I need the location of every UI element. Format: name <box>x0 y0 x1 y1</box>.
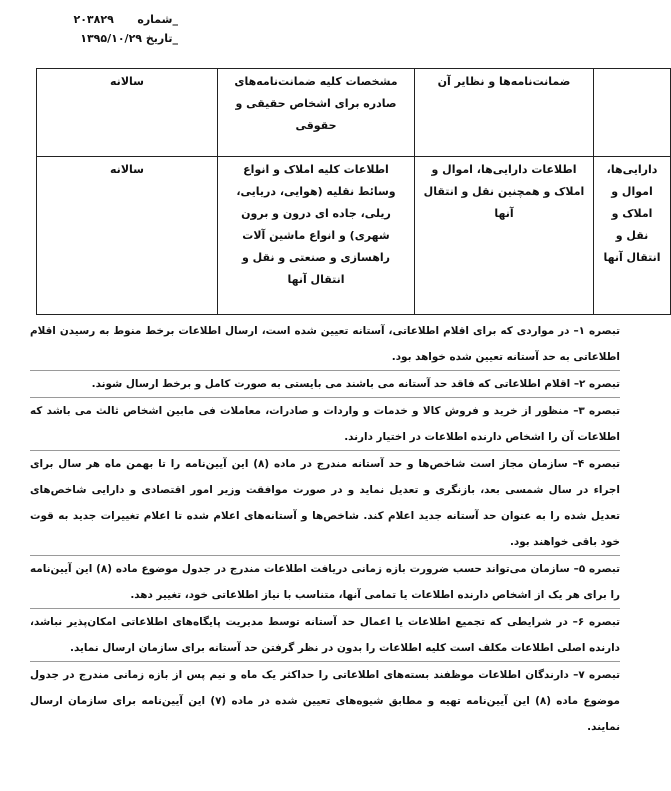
note-item <box>30 450 620 555</box>
table-cell-guarantees-title: ضمانت‌نامه‌ها و نظایر آن <box>415 69 594 157</box>
note-label: تبصره ۳– <box>573 405 620 417</box>
letter-date-value: ۱۳۹۵/۱۰/۲۹ <box>80 32 142 45</box>
table-cell-assets-specs: اطلاعات کلیه املاک و انواع وسائط نقلیه (هوایی، دریایی، ریلی، جاده ای درون و برون شهری) و انواع ماشین آلات راهسازی و صنعتی و نقل و انتقال آنها <box>218 157 415 315</box>
table-cell-assets-info: اطلاعات دارایی‌ها، اموال و املاک و همچنین نقل و انتقال آنها <box>415 157 594 315</box>
table-row-guarantees <box>37 69 671 157</box>
note-label: تبصره ۲– <box>573 378 620 390</box>
table-cell-assets-period: سالانه <box>37 157 218 315</box>
note-item <box>30 370 620 397</box>
letter-number-value: ۲۰۳۸۲۹ <box>73 13 114 26</box>
note-item <box>30 555 620 608</box>
note-text: منظور از خرید و فروش کالا و خدمات و واردات و صادرات، معاملات فی مابین اشخاص ثالث می باشد که اطلاعات آن را اشخاص دارنده اطلاعات در اختیار دارند. <box>30 405 620 443</box>
note-text: دارندگان اطلاعات موظفند بسته‌های اطلاعاتی را حداکثر یک ماه و نیم پس از بازه زمانی مندرج در جدول موضوع ماده (۸) این آیین‌نامه تهیه و مطابق شیوه‌های تعیین شده در ماده (۷) این آیین‌نامه برای سازمان ارسال نمایند. <box>30 669 620 733</box>
note-label: تبصره ۶– <box>572 616 620 628</box>
notes-section <box>30 318 620 740</box>
letter-date-row <box>58 29 178 48</box>
table-cell-guarantees-period: سالانه <box>37 69 218 157</box>
letter-date-label: _تاریخ <box>145 32 178 45</box>
note-item <box>30 661 620 740</box>
note-text: در مواردی که برای اقلام اطلاعاتی، آستانه تعیین شده است، ارسال اطلاعات برخط منوط به رسیدن اقلام اطلاعاتی به حد آستانه تعیین شده خواهد بود. <box>30 325 620 363</box>
table-row-assets <box>37 157 671 315</box>
letter-number-label: _شماره <box>137 13 178 26</box>
note-item <box>30 608 620 661</box>
letter-number-row <box>58 10 178 29</box>
table-cell-guarantees-specs: مشخصات کلیه ضمانت‌نامه‌های صادره برای اشخاص حقیقی و حقوقی <box>218 69 415 157</box>
note-label: تبصره ۷– <box>573 669 620 681</box>
note-label: تبصره ۴– <box>572 458 620 470</box>
note-item <box>30 318 620 370</box>
information-items-table <box>36 68 671 315</box>
table-cell-category-empty <box>594 69 671 157</box>
note-label: تبصره ۱– <box>573 325 620 337</box>
note-text: اقلام اطلاعاتی که فاقد حد آستانه می باشند می بایستی به صورت کامل و برخط ارسال شوند. <box>91 378 574 390</box>
note-text: سازمان مجاز است شاخص‌ها و حد آستانه مندرج در ماده (۸) این آیین‌نامه را تا بهمن ماه هر سال برای اجراء در سال شمسی بعد، بازنگری و تعدیل نماید و در صورت موافقت وزیر امور اقتصادی و دارایی شاخص‌های تعدیل شده را به عنوان حد آستانه جدید اعلام کند. شاخص‌ها و آستانه‌های اعلام شده تا اعلام تغییرات جدید به قوت خود باقی خواهند بود. <box>30 458 620 548</box>
table-cell-assets-category: دارایی‌ها، اموال و املاک و نقل و انتقال آنها <box>594 157 671 315</box>
note-label: تبصره ۵– <box>573 563 620 575</box>
note-item <box>30 397 620 450</box>
letter-header <box>58 10 178 48</box>
note-text: سازمان می‌تواند حسب ضرورت بازه زمانی دریافت اطلاعات مندرج در جدول موضوع ماده (۸) این آیین‌نامه را برای هر یک از اشخاص دارنده اطلاعات یا تمامی آنها، متناسب با نیاز اطلاعاتی خود، تغییر دهد. <box>30 563 620 601</box>
note-text: در شرایطی که تجمیع اطلاعات یا اعمال حد آستانه توسط مدیریت پایگاه‌های اطلاعاتی امکان‌پذیر نباشد، دارنده اصلی اطلاعات مکلف است کلیه اطلاعات را بدون در نظر گرفتن حد آستانه برای سازمان ارسال نماید. <box>30 616 620 654</box>
